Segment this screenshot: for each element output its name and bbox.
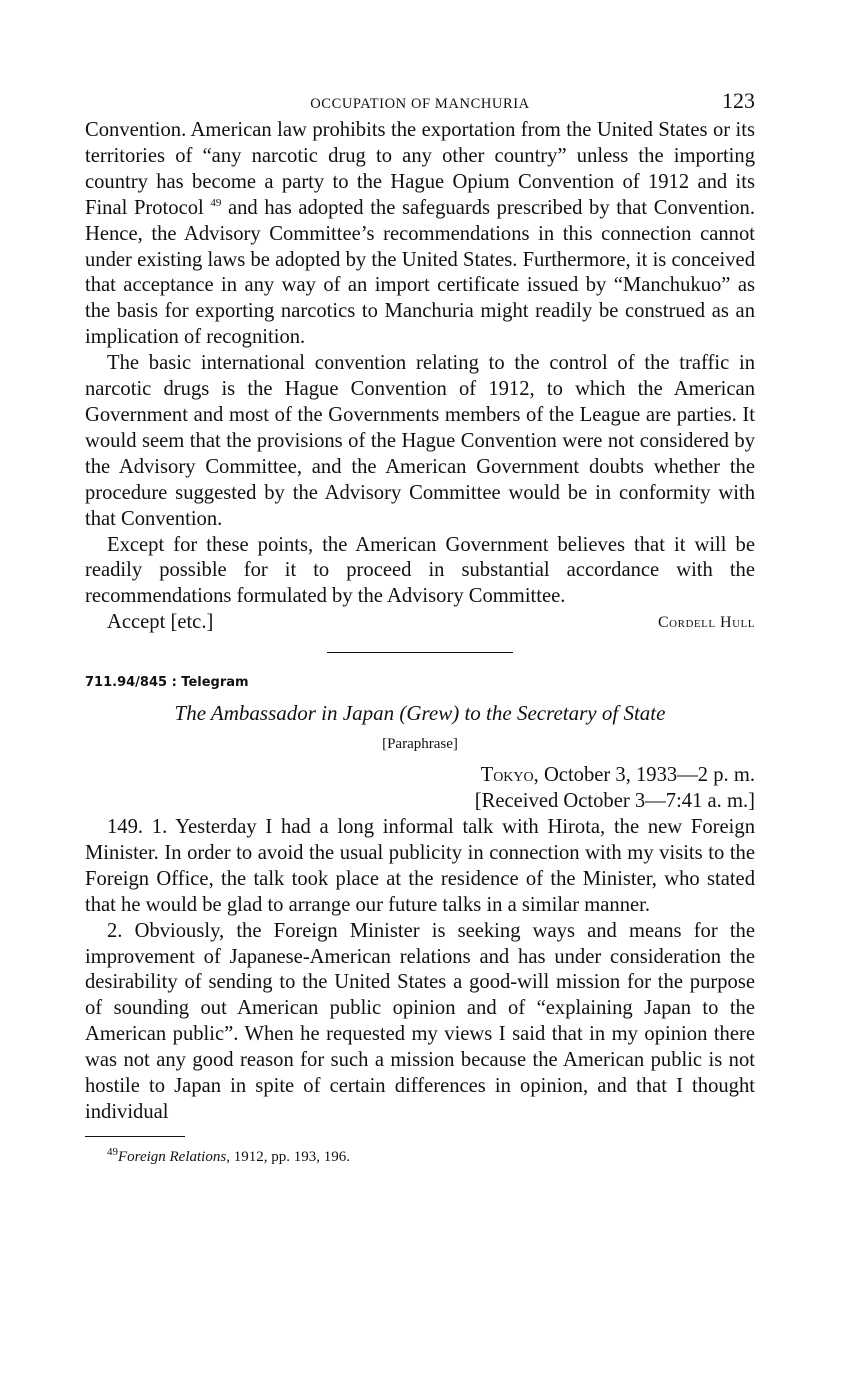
- document-title: The Ambassador in Japan (Grew) to the Secretary of State: [174, 701, 666, 726]
- paragraph-1-part-b: and has adopted the safeguards prescribed by that Convention. Hence, the Advisory Committee’s recommendations in this connection cannot under existing laws be adopted by the United States. Furthermore, it is conceived that acceptance in any way of an import certificate issued by “Manchukuo” as the basis for exporting narcotics to Manchuria might readily be construed as an implication of recognition.: [85, 196, 755, 349]
- paragraph-2: The basic international convention relating to the control of the traffic in narcotic drugs is the Hague Convention of 1912, to which the American Government and most of the Governments members of the League are parties. It would seem that the provisions of the Hague Convention were not considered by the Advisory Committee, and the American Government doubts whether the procedure suggested by the Advisory Committee would be in conformity with that Convention.: [85, 352, 755, 530]
- footnote: [107, 1145, 755, 1166]
- paragraph-1-part-a: Convention. American law prohibits the exportation from the United States or its territories of “any narcotic drug to any other country” unless the importing country has become a party to the Hague Opium Convention of 1912 and its Final Protocol: [85, 119, 755, 219]
- document-page: [85, 88, 755, 1166]
- section-divider: [327, 652, 513, 653]
- signature: Cordell Hull: [658, 614, 755, 632]
- telegram-paragraph-1: 149. 1. Yesterday I had a long informal talk with Hirota, the new Foreign Minister. In order to avoid the usual publicity in connection with my visits to the Foreign Office, the talk took place at the residence of the Minister, who stated that he would be glad to arrange our future talks in a similar manner.: [85, 816, 755, 916]
- page-number: 123: [722, 88, 755, 113]
- paragraph-3: Except for these points, the American Government believes that it will be readily possible for it to proceed in substantial accordance with the recommendations formulated by the Advisory Committee.: [85, 533, 755, 608]
- paraphrase-label: [Paraphrase]: [382, 736, 458, 753]
- file-reference: 711.94/845 : Telegram: [85, 675, 249, 691]
- paragraph-1: [85, 118, 755, 351]
- page-header: [85, 88, 755, 118]
- dateline-place: Tokyo: [480, 764, 534, 787]
- received-line: [Received October 3—7:41 a. m.]: [474, 790, 755, 813]
- closing-line: [85, 610, 755, 636]
- telegram-paragraph-2: 2. Obviously, the Foreign Minister is seeking ways and means for the improvement of Japanese-American relations and has under consideration the desirability of sending to the United States a good-will mission for the purpose of sounding out American public opinion and of “explaining Japan to the American public”. When he requested my views I said that in my opinion there was not any good reason for such a mission because the American public is not hostile to Japan in spite of certain differences in opinion, and that I thought individual: [85, 919, 755, 1123]
- footnote-number: 49: [107, 1145, 118, 1158]
- footnote-text: , 1912, pp. 193, 196.: [226, 1148, 350, 1165]
- dateline-date: , October 3, 1933—2 p. m.: [533, 764, 755, 787]
- footnote-title: Foreign Relations: [118, 1148, 227, 1165]
- footnote-reference[interactable]: 49: [210, 196, 222, 209]
- dateline: [85, 763, 755, 789]
- running-head: OCCUPATION OF MANCHURIA: [310, 96, 530, 112]
- salutation: Accept [etc.]: [107, 611, 214, 634]
- footnote-divider: [85, 1136, 185, 1137]
